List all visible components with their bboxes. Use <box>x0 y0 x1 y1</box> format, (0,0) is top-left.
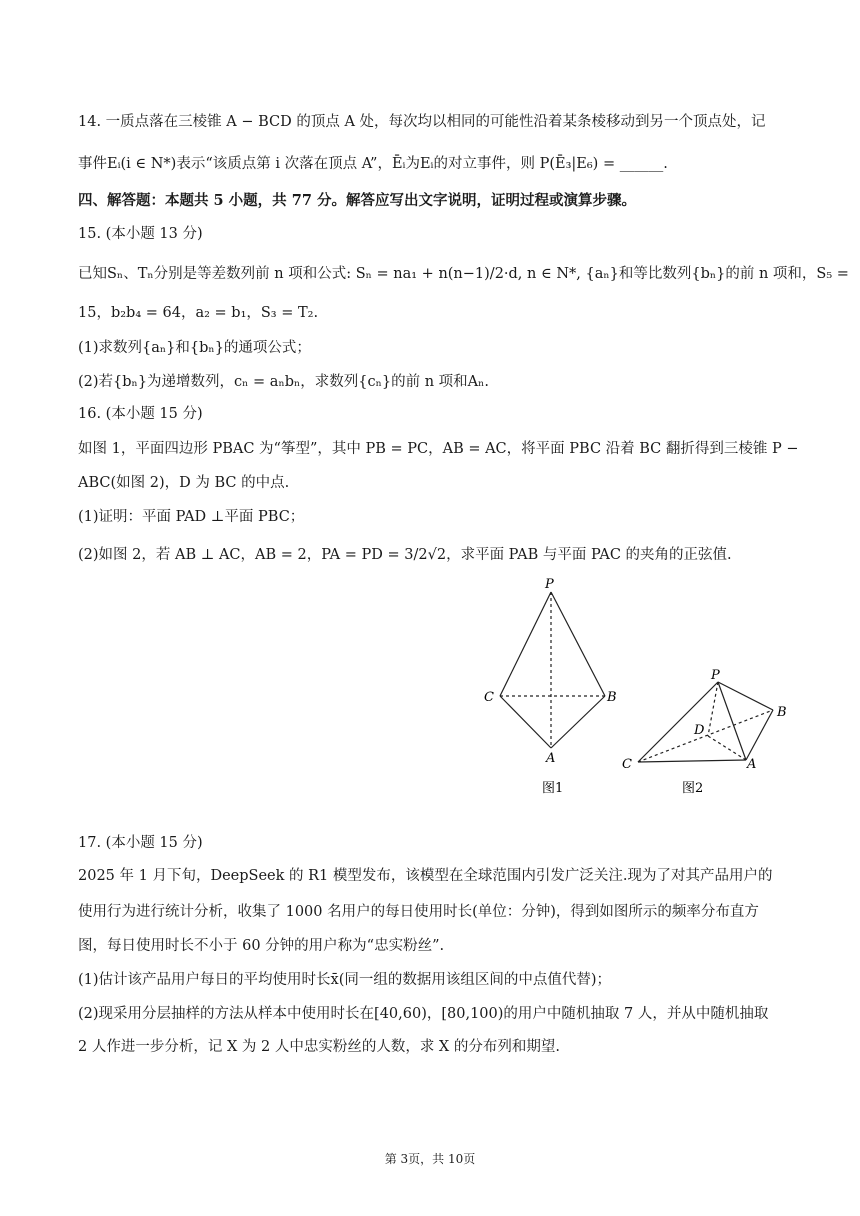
label-b: B <box>607 690 617 705</box>
page-footer: 第 3页，共 10页 <box>384 1152 476 1166</box>
problem-16-part-2: (2)如图 2，若 AB ⊥ AC，AB = 2，PA = PD = 3/2√2，求平面 PAB 与平面 PAC 的夹角的正弦值. <box>78 547 732 563</box>
edge-pb <box>551 592 605 696</box>
problem-16-title: 16. (本小题 15 分) <box>78 406 203 422</box>
edge-pc <box>638 682 718 762</box>
edge-ba <box>746 710 773 760</box>
edge-ca <box>500 696 551 748</box>
edge-ca <box>638 760 746 762</box>
problem-17-part-2-cont: 2 人作进一步分析，记 X 为 2 人中忠实粉丝的人数，求 X 的分布列和期望. <box>78 1039 560 1055</box>
problem-17-part-1: (1)估计该产品用户每日的平均使用时长x̄(同一组的数据用该组区间的中点值代替)； <box>78 972 612 988</box>
problem-15-part-1: (1)求数列{aₙ}和{bₙ}的通项公式； <box>78 340 311 356</box>
label-p: P <box>545 577 554 592</box>
section-heading: 四、解答题：本题共 5 小题，共 77 分。解答应写出文字说明，证明过程或演算步骤。 <box>78 192 636 209</box>
problem-16-line-2: ABC(如图 2)，D 为 BC 的中点. <box>78 475 290 491</box>
label-d: D <box>694 723 705 738</box>
label-p: P <box>711 668 720 683</box>
problem-17-title: 17. (本小题 15 分) <box>78 835 203 851</box>
problem-15-part-2: (2)若{bₙ}为递增数列，cₙ = aₙbₙ，求数列{cₙ}的前 n 项和Aₙ. <box>78 374 490 390</box>
problem-17-line-2: 使用行为进行统计分析，收集了 1000 名用户的每日使用时长(单位：分钟)，得到如图所示的频率分布直方 <box>78 904 759 920</box>
edge-ba <box>551 696 605 748</box>
dashed-cb <box>638 710 773 762</box>
problem-16-part-1: (1)证明：平面 PAD ⊥平面 PBC； <box>78 509 305 525</box>
caption-fig-1: 图1 <box>542 781 564 796</box>
problem-14-line-2: 事件Eᵢ(i ∈ N*)表示“该质点第 i 次落在顶点 A”，Ēᵢ为Eᵢ的对立事件，则 P(Ē₃|E₆) = ______. <box>78 156 668 172</box>
label-c: C <box>484 690 494 705</box>
problem-15-title: 15. (本小题 13 分) <box>78 226 203 242</box>
problem-15-line-2: 15，b₂b₄ = 64，a₂ = b₁，S₃ = T₂. <box>78 305 319 321</box>
problem-15-line-1: 已知Sₙ、Tₙ分别是等差数列前 n 项和公式: Sₙ = na₁ + n(n−1)/2·d, n ∈ N*, {aₙ}和等比数列{bₙ}的前 n 项和，S₅ = <box>78 266 849 282</box>
edge-pc <box>500 592 551 696</box>
dashed-da <box>708 736 746 760</box>
problem-17-line-1: 2025 年 1 月下旬，DeepSeek 的 R1 模型发布，该模型在全球范围内引发广泛关注.现为了对其产品用户的 <box>78 868 773 884</box>
problem-16-line-1: 如图 1，平面四边形 PBAC 为“筝型”，其中 PB = PC，AB = AC，将平面 PBC 沿着 BC 翻折得到三棱锥 P − <box>78 441 799 457</box>
problem-17-line-3: 图，每日使用时长不小于 60 分钟的用户称为“忠实粉丝”. <box>78 938 445 954</box>
figure-2-diagram <box>618 662 798 802</box>
problem-14-line-1: 14. 一质点落在三棱锥 A − BCD 的顶点 A 处，每次均以相同的可能性沿着某条棱移动到另一个顶点处，记 <box>78 114 766 130</box>
problem-17-part-2: (2)现采用分层抽样的方法从样本中使用时长在[40,60)，[80,100)的用户中随机抽取 7 人，并从中随机抽取 <box>78 1006 769 1022</box>
figure-1-diagram <box>470 572 630 802</box>
label-c: C <box>622 757 632 772</box>
label-a: A <box>546 751 556 766</box>
caption-fig-2: 图2 <box>682 781 704 796</box>
label-b: B <box>777 705 787 720</box>
label-a: A <box>747 757 757 772</box>
